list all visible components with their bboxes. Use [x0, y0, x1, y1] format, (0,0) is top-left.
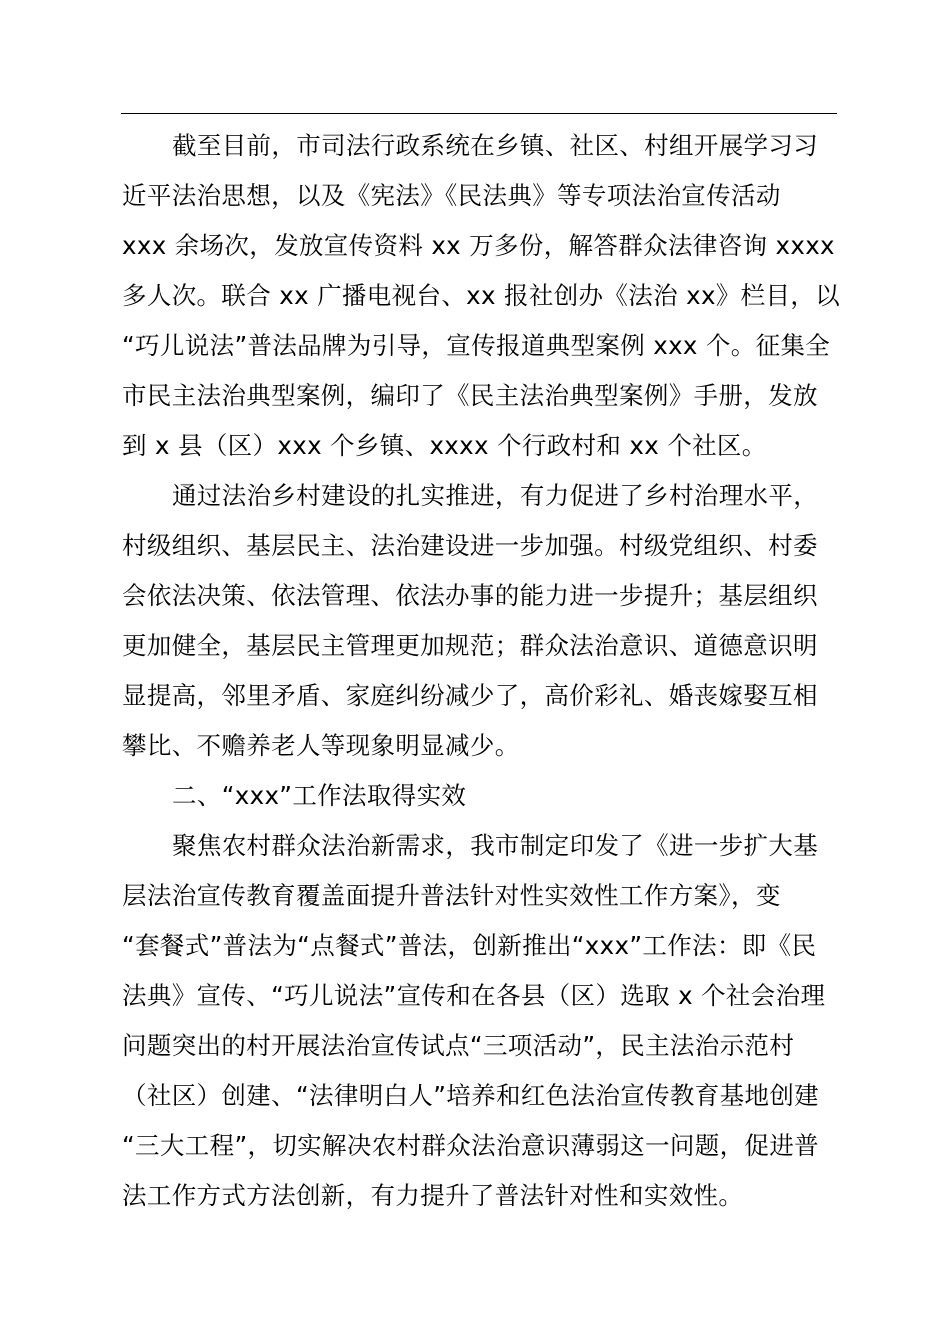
- paragraph-line: “套餐式”普法为“点餐式”普法，创新推出“xxx”工作法：即《民: [122, 931, 817, 960]
- paragraph-1: [122, 121, 841, 471]
- paragraph-line: 近平法治思想，以及《宪法》《民法典》等专项法治宣传活动: [122, 181, 781, 210]
- paragraph-line: 截至目前，市司法行政系统在乡镇、社区、村组开展学习习: [172, 131, 819, 160]
- paragraph-3: [122, 821, 838, 1221]
- paragraph-line: xxx 余场次，发放宣传资料 xx 万多份，解答群众法律咨询 xxxx: [122, 231, 835, 260]
- paragraph-line: 多人次。联合 xx 广播电视台、xx 报社创办《法治 xx》栏目，以: [122, 281, 841, 310]
- section-heading: 二、“xxx”工作法取得实效: [172, 781, 467, 810]
- paragraph-line: 法工作方式方法创新，有力提升了普法针对性和实效性。: [122, 1181, 744, 1210]
- paragraph-line: 层法治宣传教育覆盖面提升普法针对性实效性工作方案》，变: [122, 881, 781, 910]
- paragraph-line: 通过法治乡村建设的扎实推进，有力促进了乡村治理水平，: [172, 481, 819, 510]
- paragraph-line: 问题突出的村开展法治宣传试点“三项活动”，民主法治示范村: [122, 1031, 795, 1060]
- paragraph-line: 村级组织、基层民主、法治建设进一步加强。村级党组织、村委: [122, 531, 818, 560]
- header-rule: [121, 113, 837, 114]
- paragraph-line: 显提高，邻里矛盾、家庭纠纷减少了，高价彩礼、婚丧嫁娶互相: [122, 681, 818, 710]
- paragraph-line: 聚焦农村群众法治新需求，我市制定印发了《进一步扩大基: [172, 831, 819, 860]
- paragraph-line: 更加健全，基层民主管理更加规范；群众法治意识、道德意识明: [122, 631, 818, 660]
- paragraph-line: “三大工程”，切实解决农村群众法治意识薄弱这一问题，促进普: [122, 1131, 820, 1160]
- paragraph-line: （社区）创建、“法律明白人”培养和红色法治宣传教育基地创建: [122, 1081, 820, 1110]
- paragraph-line: 法典》宣传、“巧儿说法”宣传和在各县（区）选取 x 个社会治理: [122, 981, 826, 1010]
- paragraph-line: 会依法决策、依法管理、依法办事的能力进一步提升；基层组织: [122, 581, 818, 610]
- document-page: [122, 121, 841, 1221]
- paragraph-2: [122, 471, 838, 771]
- paragraph-line: 到 x 县（区）xxx 个乡镇、xxxx 个行政村和 xx 个社区。: [122, 431, 767, 460]
- paragraph-line: 市民主法治典型案例，编印了《民主法治典型案例》手册，发放: [122, 381, 818, 410]
- paragraph-line: “巧儿说法”普法品牌为引导，宣传报道典型案例 xxx 个。征集全: [122, 331, 831, 360]
- paragraph-line: 攀比、不赡养老人等现象明显减少。: [122, 731, 520, 760]
